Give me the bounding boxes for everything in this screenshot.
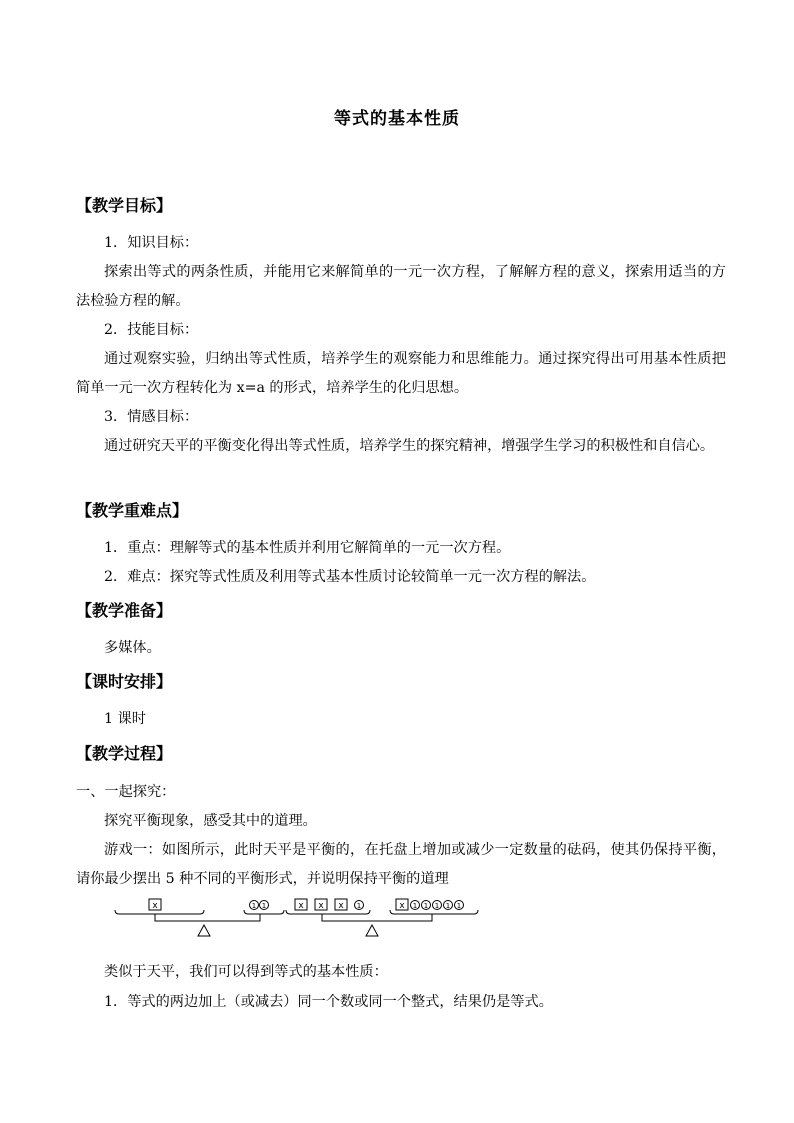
svg-text:1: 1: [356, 902, 362, 910]
x-box: [149, 899, 161, 911]
weight-2: [260, 901, 269, 911]
svg-text:1: 1: [434, 902, 440, 910]
x-box: [396, 899, 408, 911]
weight-1: [250, 901, 259, 911]
section-heading-preparation: 【教学准备】: [76, 601, 173, 620]
svg-text:x: x: [298, 901, 304, 911]
x-box: [335, 899, 347, 911]
svg-text:1: 1: [456, 902, 462, 910]
weight-5: [455, 901, 464, 911]
schedule-text: 1 课时: [104, 711, 146, 727]
balance-figure: [100, 896, 500, 942]
svg-text:1: 1: [261, 902, 267, 910]
key-point-2: 2．难点：探究等式性质及利用等式基本性质讨论较简单一元一次方程的解法。: [104, 569, 596, 585]
section-heading-goals: 【教学目标】: [76, 196, 173, 215]
x-box: [315, 899, 327, 911]
weight-2: [422, 901, 431, 911]
svg-text:1: 1: [423, 902, 429, 910]
svg-text:1: 1: [412, 902, 418, 910]
goal-3-label: 3．情感目标：: [104, 409, 199, 425]
svg-text:x: x: [152, 901, 158, 911]
preparation-text: 多媒体。: [104, 640, 161, 656]
weight-4: [444, 901, 453, 911]
key-point-1: 1．重点：理解等式的基本性质并利用它解简单的一元一次方程。: [104, 540, 511, 556]
svg-text:x: x: [399, 901, 405, 911]
process-step-1: 一、一起探究：: [76, 784, 176, 800]
svg-text:1: 1: [251, 902, 257, 910]
svg-text:x: x: [338, 901, 344, 911]
analogy-text: 类似于天平，我们可以得到等式的基本性质：: [104, 964, 388, 980]
x-box: [295, 899, 307, 911]
section-heading-schedule: 【课时安排】: [76, 672, 173, 691]
section-heading-key-points: 【教学重难点】: [76, 501, 189, 520]
goal-2-text: 通过观察实验，归纳出等式性质，培养学生的观察能力和思维能力。通过探究得出可用基本性质把简单一元一次方程转化为 x=a 的形式，培养学生的化归思想。: [76, 351, 726, 396]
goal-3-text: 通过研究天平的平衡变化得出等式性质，培养学生的探究精神，增强学生学习的积极性和自信心。: [104, 438, 715, 454]
property-1: 1．等式的两边加上（或减去）同一个数或同一个整式，结果仍是等式。: [104, 994, 553, 1010]
goal-1-text: 探索出等式的两条性质，并能用它来解简单的一元一次方程，了解解方程的意义，探索用适当的方法检验方程的解。: [76, 264, 726, 309]
balance-1: [115, 910, 284, 936]
weight-1: [411, 901, 420, 911]
page-title: 等式的基本性质: [334, 109, 460, 129]
goal-2-label: 2．技能目标：: [104, 322, 199, 338]
game-text: 游戏一：如图所示，此时天平是平衡的，在托盘上增加或减少一定数量的砝码，使其仍保持平衡，请你最少摆出 5 种不同的平衡形式，并说明保持平衡的道理: [76, 842, 726, 887]
goal-1-label: 1．知识目标：: [104, 235, 199, 251]
weight-3: [433, 901, 442, 911]
svg-text:1: 1: [445, 902, 451, 910]
balance-2: [286, 910, 478, 936]
process-line-1: 探究平衡现象，感受其中的道理。: [104, 813, 317, 829]
weight-1: [355, 901, 364, 911]
section-heading-process: 【教学过程】: [76, 744, 173, 763]
svg-text:x: x: [318, 901, 324, 911]
